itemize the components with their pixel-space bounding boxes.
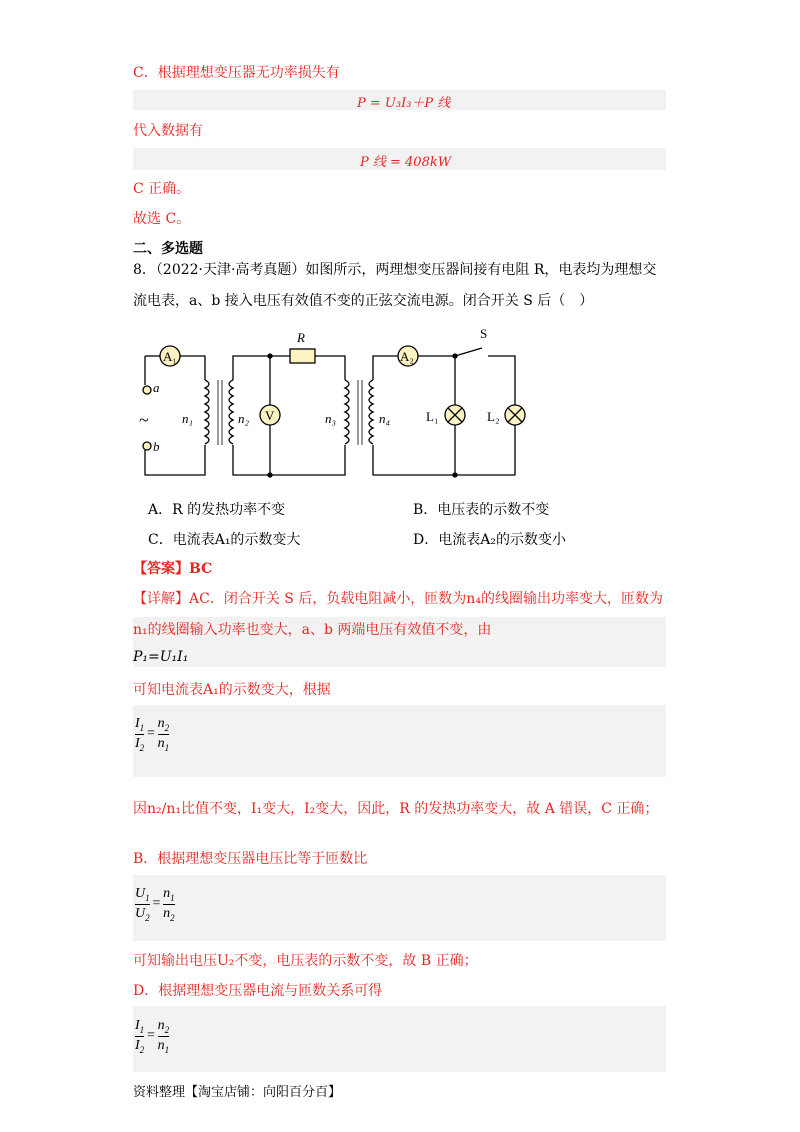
terminal-b-label: b	[153, 439, 160, 454]
detail-line-1: 【详解】AC．闭合开关 S 后，负载电阻减小，匝数为n₄的线圈输出功率变大，匝数为	[133, 591, 663, 607]
answer: 【答案】BC	[133, 561, 213, 577]
detail-line-2: n₁的线圈输入功率也变大，a、b 两端电压有效值不变，由	[133, 622, 492, 638]
footer: 资料整理【淘宝店铺：向阳百分百】	[133, 1085, 342, 1100]
d-heading: D．根据理想变压器电流与匝数关系可得	[133, 983, 383, 999]
equation-loss: P 线 = 408kW	[360, 155, 452, 170]
substitute-text: 代入数据有	[133, 123, 203, 139]
switch-label: S	[480, 326, 488, 341]
formula-power: P₁=U₁I₁	[133, 649, 189, 665]
equation-band	[133, 705, 666, 777]
n2-label: n₂	[238, 411, 250, 426]
ratio-current-2: $I_1$ $I_2$ = $n_2$ $n_1$	[135, 1018, 170, 1055]
c-heading: C．根据理想变压器无功率损失有	[133, 65, 340, 81]
n4-label: n₄	[379, 411, 391, 426]
option-a: A．R 的发热功率不变	[148, 502, 286, 518]
source-symbol: ~	[139, 410, 149, 430]
circuit-diagram	[130, 320, 540, 485]
equation-power: P = U₃I₃＋P 线	[357, 96, 451, 111]
terminal-a-label: a	[153, 380, 160, 395]
choose-text: 故选 C。	[133, 211, 191, 227]
voltmeter-label: V	[265, 408, 275, 423]
detail-line-4: 因n₂/n₁比值不变，I₁变大，I₂变大，因此，R 的发热功率变大，故 A 错误，C 正确；	[133, 801, 659, 817]
question-line-1: 8．（2022·天津·高考真题）如图所示，两理想变压器间接有电阻 R，电表均为理想交	[133, 262, 657, 278]
resistor-label: R	[297, 330, 305, 345]
b-heading: B．根据理想变压器电压比等于匝数比	[133, 851, 368, 867]
detail-line-3: 可知电流表A₁的示数变大，根据	[133, 682, 331, 698]
n1-label: n₁	[182, 411, 194, 426]
ratio-voltage: $U_1$ $U_2$ = $n_1$ $n_2$	[135, 886, 175, 923]
resistor-icon	[290, 349, 315, 363]
lamp-l1-label: L₁	[426, 409, 439, 424]
c-correct: C 正确。	[133, 181, 191, 197]
option-c: C．电流表A₁的示数变大	[148, 532, 301, 548]
equation-band	[133, 875, 666, 941]
question-line-2: 流电表，a、b 接入电压有效值不变的正弦交流电源。闭合开关 S 后（ ）	[133, 293, 594, 309]
section-title: 二、多选题	[133, 241, 203, 257]
ammeter-a2-label: A₂	[400, 349, 414, 364]
n3-label: n₃	[325, 411, 337, 426]
equation-band	[133, 1006, 666, 1072]
option-d: D．电流表A₂的示数变小	[413, 532, 566, 548]
option-b: B．电压表的示数不变	[413, 502, 550, 518]
detail-line-5: 可知输出电压U₂不变，电压表的示数不变，故 B 正确；	[133, 953, 478, 969]
lamp-l2-label: L₂	[487, 409, 500, 424]
ammeter-a1-label: A₁	[163, 349, 177, 364]
ratio-current-1: $I_1$ $I_2$ = $n_2$ $n_1$	[135, 716, 170, 753]
